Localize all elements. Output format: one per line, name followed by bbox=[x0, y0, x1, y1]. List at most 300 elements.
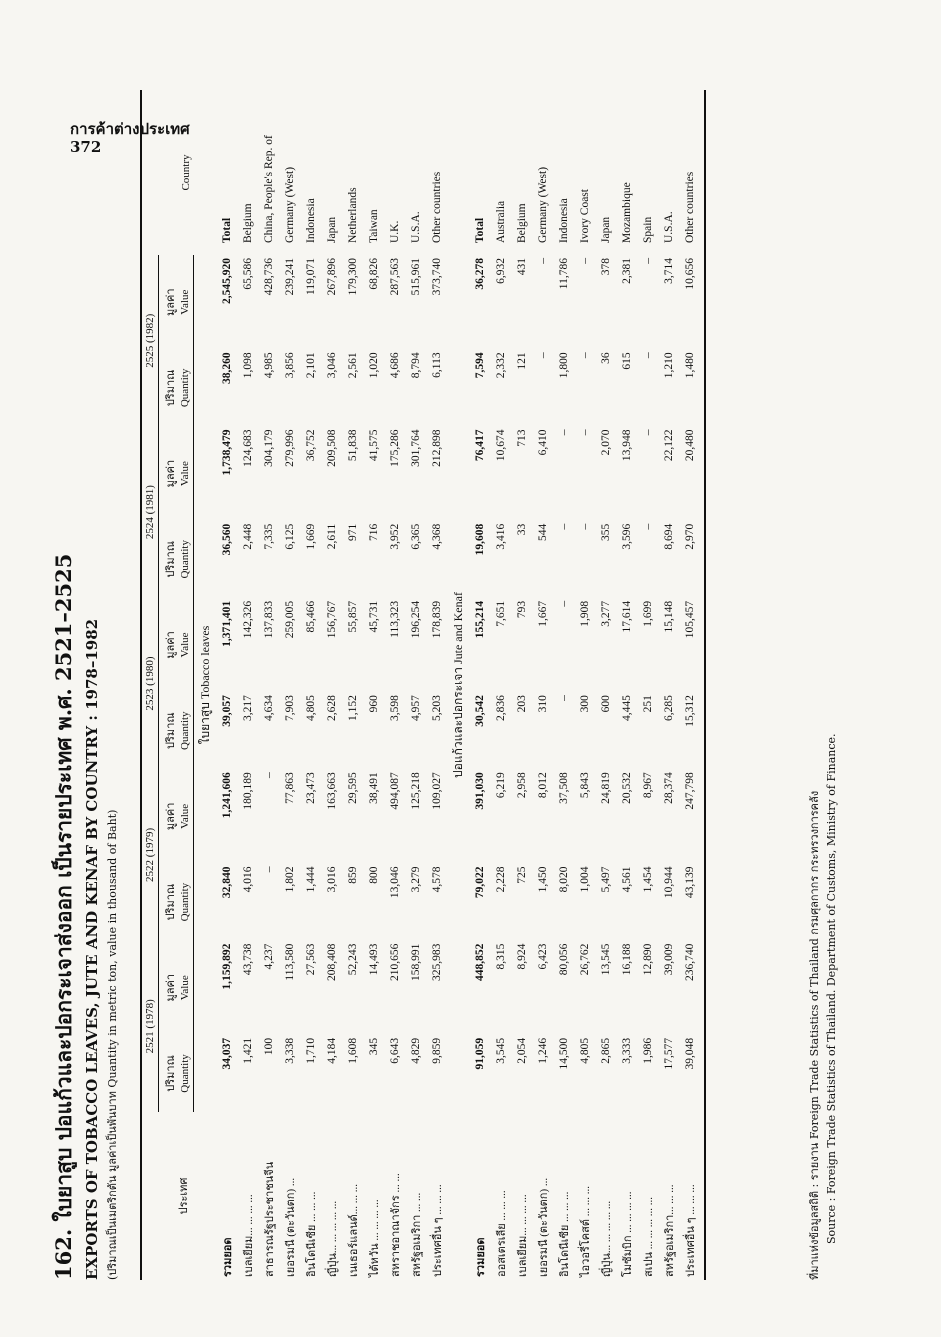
quantity-cell: 4,829 bbox=[409, 1037, 422, 1064]
quantity-cell: 310 bbox=[536, 695, 549, 713]
quantity-cell: 17,577 bbox=[662, 1037, 675, 1070]
value-cell: 209,508 bbox=[325, 429, 338, 467]
quantity-cell: 725 bbox=[515, 866, 528, 884]
country-thai: รวมยอด bbox=[221, 1237, 234, 1277]
value-cell: 16,188 bbox=[620, 943, 633, 976]
value-cell: 180,189 bbox=[241, 772, 254, 810]
quantity-cell: – bbox=[578, 523, 591, 530]
value-cell: 158,991 bbox=[409, 943, 422, 981]
value-cell: 24,819 bbox=[599, 772, 612, 804]
country-english: Indonesia bbox=[557, 198, 570, 243]
value-cell: 52,243 bbox=[346, 943, 359, 976]
table-row bbox=[237, 90, 258, 1280]
value-cell: – bbox=[557, 600, 570, 607]
value-cell: 6,423 bbox=[536, 943, 549, 970]
value-cell: 713 bbox=[515, 429, 528, 447]
value-cell: 119,071 bbox=[304, 258, 317, 295]
value-cell: 38,491 bbox=[367, 772, 380, 804]
value-cell: 793 bbox=[515, 600, 528, 619]
section-label: ใบยาสูบ Tobacco leaves bbox=[197, 625, 212, 745]
country-thai: โมซัมบิก ... ... ... ... bbox=[621, 1191, 634, 1277]
quantity-cell: 600 bbox=[599, 695, 612, 713]
quantity-header-english: Quantity bbox=[179, 882, 191, 922]
quantity-cell: 36 bbox=[599, 352, 612, 364]
quantity-cell: 3,545 bbox=[494, 1037, 507, 1064]
quantity-header-thai: ปริมาณ bbox=[165, 541, 177, 578]
value-cell: 20,532 bbox=[620, 772, 633, 804]
country-english: Total bbox=[220, 217, 233, 243]
quantity-cell: 960 bbox=[367, 695, 380, 713]
value-cell: 10,674 bbox=[494, 429, 507, 462]
bottom-rule bbox=[700, 90, 705, 1280]
value-cell: 247,798 bbox=[683, 772, 696, 810]
quantity-cell: 544 bbox=[536, 523, 549, 541]
table-row bbox=[679, 90, 700, 1280]
country-english: Other countries bbox=[430, 171, 443, 243]
value-cell: 125,218 bbox=[409, 772, 422, 810]
year-header: 2523 (1980) bbox=[142, 598, 159, 769]
value-cell: 325,983 bbox=[430, 943, 443, 981]
quantity-cell: 800 bbox=[367, 866, 380, 884]
quantity-header-english: Quantity bbox=[179, 1054, 191, 1093]
value-cell: 76,417 bbox=[473, 429, 486, 462]
quantity-cell: 6,113 bbox=[430, 352, 443, 378]
quantity-cell: 4,184 bbox=[325, 1037, 338, 1064]
quantity-cell: 7,594 bbox=[473, 352, 486, 379]
value-header-english: Value bbox=[179, 461, 191, 487]
value-cell: 6,410 bbox=[536, 429, 549, 456]
value-cell: 163,663 bbox=[325, 772, 338, 810]
country-thai: ไต้หวัน ... ... ... ... bbox=[368, 1199, 381, 1277]
value-cell: 11,786 bbox=[557, 258, 570, 290]
country-english: Japan bbox=[325, 216, 338, 243]
table-row bbox=[258, 90, 279, 1280]
value-cell: 2,958 bbox=[515, 772, 528, 799]
quantity-cell: 3,596 bbox=[620, 523, 633, 550]
country-english: Taiwan bbox=[367, 209, 380, 243]
quantity-cell: 1,669 bbox=[304, 523, 317, 550]
quantity-cell: 1,444 bbox=[304, 866, 317, 893]
country-thai: เยอรมนี (ตะวันตก) ... bbox=[284, 1177, 297, 1277]
value-cell: 77,863 bbox=[283, 772, 296, 804]
country-english: Germany (West) bbox=[536, 166, 549, 243]
value-cell: 26,762 bbox=[578, 943, 591, 976]
unit-note: (ปริมาณเป็นเมตริกตัน มูลค่าเป็นพันบาท Quantity in metric ton, value in thousand of Baht) bbox=[106, 809, 119, 1280]
value-cell: 124,683 bbox=[241, 429, 254, 467]
value-cell: 212,898 bbox=[430, 429, 443, 467]
value-cell: 196,254 bbox=[409, 600, 422, 639]
value-cell: – bbox=[578, 429, 591, 436]
quantity-cell: 38,260 bbox=[220, 352, 233, 384]
value-cell: 2,545,920 bbox=[220, 258, 233, 304]
country-thai: ไอวอรี่โคสต์ ... ... ... bbox=[579, 1186, 592, 1277]
value-cell: 239,241 bbox=[283, 258, 296, 296]
quantity-cell: 2,561 bbox=[346, 352, 359, 379]
country-en-header: Country bbox=[179, 154, 192, 191]
country-th-header: ประเทศ bbox=[177, 1177, 190, 1215]
table-row bbox=[342, 90, 363, 1280]
country-thai: สาธารณรัฐประชาชนจีน bbox=[263, 1161, 276, 1277]
value-header bbox=[159, 255, 194, 349]
value-header-thai: มูลค่า bbox=[165, 631, 177, 659]
value-cell: 373,740 bbox=[430, 258, 443, 296]
value-cell: 279,996 bbox=[283, 429, 296, 467]
country-english: Ivory Coast bbox=[578, 189, 591, 243]
value-cell: – bbox=[641, 429, 654, 436]
value-cell: 55,857 bbox=[346, 600, 359, 633]
quantity-cell: 9,859 bbox=[430, 1037, 443, 1064]
value-cell: 1,908 bbox=[578, 600, 591, 627]
value-cell: 431 bbox=[515, 258, 528, 276]
quantity-header-english: Quantity bbox=[179, 368, 191, 408]
value-cell: 43,738 bbox=[241, 943, 254, 976]
quantity-cell: 1,246 bbox=[536, 1037, 549, 1064]
country-thai: ประเทศอื่น ๆ ... ... ... bbox=[684, 1184, 697, 1277]
quantity-cell: 4,985 bbox=[262, 352, 275, 379]
quantity-cell: 3,046 bbox=[325, 352, 338, 379]
quantity-cell: 1,421 bbox=[241, 1037, 254, 1064]
value-cell: 515,961 bbox=[409, 258, 422, 296]
value-cell: 8,924 bbox=[515, 943, 528, 970]
quantity-cell: 251 bbox=[641, 695, 654, 713]
value-cell: – bbox=[262, 772, 275, 778]
value-cell: 39,009 bbox=[662, 943, 675, 976]
quantity-cell: 1,004 bbox=[578, 866, 591, 893]
quantity-cell: 1,152 bbox=[346, 695, 359, 722]
quantity-cell: – bbox=[641, 352, 654, 359]
page-number: 372 bbox=[70, 138, 102, 156]
value-cell: 6,932 bbox=[494, 258, 507, 284]
value-cell: 304,179 bbox=[262, 429, 275, 467]
table-row bbox=[321, 90, 342, 1280]
value-cell: 36,278 bbox=[473, 258, 486, 290]
country-english: China, People's Rep. of bbox=[262, 135, 275, 243]
title-english: EXPORTS OF TOBACCO LEAVES, JUTE AND KENAF BY COUNTRY : 1978–1982 bbox=[83, 618, 101, 1280]
quantity-header bbox=[159, 864, 194, 941]
table-row bbox=[384, 90, 405, 1280]
value-header-english: Value bbox=[179, 975, 191, 1001]
value-cell: 210,656 bbox=[388, 943, 401, 981]
value-header-thai: มูลค่า bbox=[165, 288, 177, 316]
table-row bbox=[279, 90, 300, 1280]
quantity-cell: 716 bbox=[367, 523, 380, 541]
quantity-header-thai: ปริมาณ bbox=[165, 883, 177, 921]
value-header-english: Value bbox=[179, 632, 191, 658]
quantity-header-thai: ปริมาณ bbox=[165, 1055, 177, 1092]
country-thai: เบลเยียม... ... ... ... bbox=[516, 1194, 529, 1277]
value-cell: 109,027 bbox=[430, 772, 443, 810]
table-row bbox=[405, 90, 426, 1280]
quantity-cell: 2,628 bbox=[325, 695, 338, 722]
quantity-cell: 6,125 bbox=[283, 523, 296, 550]
value-cell: 494,087 bbox=[388, 772, 401, 810]
table-title bbox=[48, 80, 121, 1280]
country-english: Mozambique bbox=[620, 182, 633, 243]
quantity-cell: 3,856 bbox=[283, 352, 296, 379]
country-english: U.S.A. bbox=[662, 211, 675, 243]
section-name: การค้าต่างประเทศ bbox=[70, 120, 190, 138]
section-heading-row bbox=[194, 90, 217, 1280]
country-thai: ญี่ปุ่น... ... ... ... ... bbox=[600, 1200, 613, 1277]
country-thai: สหราชอาณาจักร ... ... bbox=[389, 1173, 402, 1277]
value-cell: 85,466 bbox=[304, 600, 317, 633]
country-thai: ญี่ปุ่น... ... ... ... ... bbox=[326, 1200, 339, 1277]
quantity-cell: 1,450 bbox=[536, 866, 549, 893]
country-thai: สหรัฐอเมริกา ... ... bbox=[410, 1192, 423, 1277]
quantity-cell: 3,952 bbox=[388, 523, 401, 550]
value-cell: 1,159,892 bbox=[220, 943, 233, 990]
quantity-cell: 10,944 bbox=[662, 866, 675, 899]
value-cell: – bbox=[557, 429, 570, 436]
value-cell: 1,371,401 bbox=[220, 600, 233, 647]
country-thai: สเปน ... ... ... ... ... bbox=[642, 1197, 655, 1277]
country-thai: ประเทศอื่น ๆ ... ... ... bbox=[431, 1184, 444, 1277]
quantity-cell: 6,365 bbox=[409, 523, 422, 550]
value-cell: 14,493 bbox=[367, 943, 380, 976]
value-cell: 17,614 bbox=[620, 600, 633, 633]
value-cell: – bbox=[578, 258, 591, 264]
quantity-cell: 1,608 bbox=[346, 1037, 359, 1064]
value-cell: 155,214 bbox=[473, 600, 486, 639]
quantity-cell: 1,986 bbox=[641, 1037, 654, 1064]
quantity-header bbox=[159, 349, 194, 426]
value-cell: 3,277 bbox=[599, 600, 612, 627]
value-header-thai: มูลค่า bbox=[165, 459, 177, 488]
value-cell: 378 bbox=[599, 258, 612, 276]
table-row bbox=[595, 90, 616, 1280]
country-thai: เยอรมนี (ตะวันตก) ... bbox=[537, 1177, 550, 1277]
country-thai: อินโดนีเซีย ... ... ... bbox=[305, 1191, 318, 1277]
value-cell: 37,508 bbox=[557, 772, 570, 804]
quantity-cell: – bbox=[578, 352, 591, 359]
value-cell: 2,381 bbox=[620, 258, 633, 284]
value-cell: 175,286 bbox=[388, 429, 401, 467]
quantity-cell: 345 bbox=[367, 1037, 380, 1056]
value-cell: 45,731 bbox=[367, 600, 380, 633]
quantity-cell: 7,903 bbox=[283, 695, 296, 722]
quantity-cell: 2,611 bbox=[325, 523, 338, 550]
value-header bbox=[159, 426, 194, 520]
year-header: 2521 (1978) bbox=[142, 941, 159, 1112]
quantity-cell: 2,448 bbox=[241, 523, 254, 550]
quantity-cell: – bbox=[536, 352, 549, 359]
value-cell: 8,315 bbox=[494, 943, 507, 970]
quantity-cell: 3,338 bbox=[283, 1037, 296, 1064]
quantity-cell: 30,542 bbox=[473, 695, 486, 727]
quantity-cell: 33 bbox=[515, 523, 528, 536]
value-cell: 428,736 bbox=[262, 258, 275, 296]
table-row bbox=[532, 90, 553, 1280]
quantity-cell: 6,643 bbox=[388, 1037, 401, 1064]
value-cell: 5,843 bbox=[578, 772, 591, 799]
quantity-cell: 3,598 bbox=[388, 695, 401, 722]
quantity-cell: 43,139 bbox=[683, 866, 696, 899]
quantity-cell: – bbox=[557, 523, 570, 530]
quantity-cell: 6,285 bbox=[662, 695, 675, 722]
source-english: Source : Foreign Trade Statistics of Thailand. Department of Customs, Ministry of Finance. bbox=[825, 733, 838, 1244]
value-header-english: Value bbox=[179, 289, 191, 315]
value-cell: 8,012 bbox=[536, 772, 549, 799]
table-row bbox=[574, 90, 595, 1280]
quantity-cell: 3,217 bbox=[241, 695, 254, 722]
quantity-cell: 4,445 bbox=[620, 695, 633, 722]
value-cell: 156,767 bbox=[325, 600, 338, 639]
quantity-cell: 39,057 bbox=[220, 695, 233, 727]
quantity-cell: 13,046 bbox=[388, 866, 401, 899]
value-cell: 15,148 bbox=[662, 600, 675, 633]
value-cell: 6,219 bbox=[494, 772, 507, 799]
quantity-cell: – bbox=[641, 523, 654, 530]
quantity-cell: – bbox=[557, 695, 570, 701]
value-cell: 2,070 bbox=[599, 429, 612, 456]
value-cell: 4,237 bbox=[262, 943, 275, 970]
value-cell: 178,839 bbox=[430, 600, 443, 639]
value-header bbox=[159, 598, 194, 692]
table-row bbox=[426, 90, 447, 1280]
table-row bbox=[490, 90, 511, 1280]
quantity-cell: 2,970 bbox=[683, 523, 696, 550]
value-cell: – bbox=[641, 258, 654, 264]
quantity-header-english: Quantity bbox=[179, 711, 191, 750]
source-note bbox=[806, 733, 840, 1280]
value-cell: 391,030 bbox=[473, 772, 486, 810]
quantity-cell: 4,368 bbox=[430, 523, 443, 550]
quantity-cell: 4,578 bbox=[430, 866, 443, 893]
value-cell: 7,651 bbox=[494, 600, 507, 627]
value-cell: 29,595 bbox=[346, 772, 359, 804]
value-cell: 10,656 bbox=[683, 258, 696, 290]
quantity-cell: 100 bbox=[262, 1037, 275, 1056]
value-cell: 13,948 bbox=[620, 429, 633, 462]
value-header-thai: มูลค่า bbox=[165, 802, 177, 831]
value-cell: 287,563 bbox=[388, 258, 401, 296]
value-cell: 1,667 bbox=[536, 600, 549, 627]
quantity-cell: 8,020 bbox=[557, 866, 570, 893]
country-english: Netherlands bbox=[346, 187, 359, 243]
value-cell: – bbox=[536, 258, 549, 264]
quantity-header bbox=[159, 521, 194, 598]
value-cell: 36,752 bbox=[304, 429, 317, 462]
total-row bbox=[469, 90, 490, 1280]
quantity-cell: 5,203 bbox=[430, 695, 443, 722]
value-cell: 448,852 bbox=[473, 943, 486, 981]
value-cell: 22,122 bbox=[662, 429, 675, 462]
year-header: 2522 (1979) bbox=[142, 769, 159, 940]
country-english: Spain bbox=[641, 216, 654, 243]
value-cell: 3,714 bbox=[662, 258, 675, 284]
quantity-header-thai: ปริมาณ bbox=[165, 369, 177, 407]
quantity-cell: 1,480 bbox=[683, 352, 696, 379]
value-cell: 27,563 bbox=[304, 943, 317, 976]
quantity-cell: 1,800 bbox=[557, 352, 570, 379]
value-cell: 142,326 bbox=[241, 600, 254, 639]
table-row bbox=[553, 90, 574, 1280]
quantity-cell: 4,805 bbox=[304, 695, 317, 722]
quantity-header-english: Quantity bbox=[179, 540, 191, 579]
value-cell: 113,323 bbox=[388, 600, 401, 638]
country-english: Belgium bbox=[241, 203, 254, 243]
quantity-cell: 2,836 bbox=[494, 695, 507, 722]
quantity-cell: 3,416 bbox=[494, 523, 507, 550]
quantity-cell: 8,694 bbox=[662, 523, 675, 550]
value-header-english: Value bbox=[179, 803, 191, 829]
table-row bbox=[363, 90, 384, 1280]
quantity-cell: – bbox=[262, 866, 275, 873]
quantity-cell: 4,561 bbox=[620, 866, 633, 893]
value-cell: 236,740 bbox=[683, 943, 696, 981]
section-heading-row bbox=[447, 90, 469, 1280]
year-header: 2525 (1982) bbox=[142, 255, 159, 426]
title-thai: 162. ใบยาสูบ ปอแก้วและปอกระเจาส่งออก เป็นรายประเทศ พ.ศ. 2521–2525 bbox=[51, 553, 76, 1280]
quantity-header bbox=[159, 1035, 194, 1112]
quantity-cell: 1,098 bbox=[241, 352, 254, 379]
year-header: 2524 (1981) bbox=[142, 426, 159, 597]
source-thai: ที่มาแห่งข้อมูลสถิติ : รายงาน Foreign Trade Statistics of Thailand กรมศุลกากร กระทรวงการคลัง bbox=[808, 790, 821, 1280]
country-thai: เบลเยียม... ... ... ... bbox=[242, 1194, 255, 1277]
country-thai: อินโดนีเซีย ... ... ... bbox=[558, 1191, 571, 1277]
value-cell: 12,890 bbox=[641, 943, 654, 976]
quantity-cell: 971 bbox=[346, 523, 359, 541]
quantity-cell: 5,497 bbox=[599, 866, 612, 893]
quantity-cell: 2,054 bbox=[515, 1037, 528, 1064]
country-english: U.K. bbox=[388, 220, 401, 243]
country-thai: รวมยอด bbox=[474, 1237, 487, 1277]
exports-table bbox=[140, 90, 706, 1280]
quantity-cell: 2,228 bbox=[494, 866, 507, 893]
quantity-cell: 4,957 bbox=[409, 695, 422, 722]
country-thai: เนเธอร์แลนด์... ... ... bbox=[347, 1183, 360, 1277]
value-cell: 1,738,479 bbox=[220, 429, 233, 476]
quantity-cell: 4,686 bbox=[388, 352, 401, 379]
value-cell: 208,408 bbox=[325, 943, 338, 981]
quantity-cell: 1,210 bbox=[662, 352, 675, 379]
quantity-cell: 121 bbox=[515, 352, 528, 370]
total-row bbox=[216, 90, 237, 1280]
value-cell: 51,838 bbox=[346, 429, 359, 462]
quantity-cell: 3,016 bbox=[325, 866, 338, 893]
table-body bbox=[194, 90, 706, 1280]
quantity-cell: 36,560 bbox=[220, 523, 233, 556]
quantity-header bbox=[159, 692, 194, 769]
quantity-cell: 1,454 bbox=[641, 866, 654, 893]
country-english: U.S.A. bbox=[409, 211, 422, 243]
country-english: Other countries bbox=[683, 171, 696, 243]
quantity-cell: 1,020 bbox=[367, 352, 380, 379]
country-english: Belgium bbox=[515, 203, 528, 243]
value-cell: 179,300 bbox=[346, 258, 359, 296]
quantity-cell: 2,101 bbox=[304, 352, 317, 379]
quantity-cell: 2,332 bbox=[494, 352, 507, 379]
quantity-cell: 3,279 bbox=[409, 866, 422, 893]
section-label: ปอแก้วและปอกระเจา Jute and Kenaf bbox=[450, 592, 465, 778]
table-row bbox=[511, 90, 532, 1280]
quantity-cell: 1,710 bbox=[304, 1037, 317, 1064]
country-english: Germany (West) bbox=[283, 166, 296, 243]
value-cell: 113,580 bbox=[283, 943, 296, 981]
value-cell: 137,833 bbox=[262, 600, 275, 639]
quantity-cell: 8,794 bbox=[409, 352, 422, 379]
country-thai: สหรัฐอเมริกา... ... ... bbox=[663, 1184, 676, 1277]
value-cell: 267,896 bbox=[325, 258, 338, 296]
quantity-cell: 39,048 bbox=[683, 1037, 696, 1070]
quantity-cell: 4,634 bbox=[262, 695, 275, 722]
country-thai: ออสเตรเลีย ... ... ... bbox=[495, 1190, 508, 1277]
value-cell: 20,480 bbox=[683, 429, 696, 462]
quantity-cell: 3,333 bbox=[620, 1037, 633, 1064]
value-cell: 68,826 bbox=[367, 258, 380, 290]
quantity-cell: 859 bbox=[346, 866, 359, 884]
quantity-cell: 355 bbox=[599, 523, 612, 541]
